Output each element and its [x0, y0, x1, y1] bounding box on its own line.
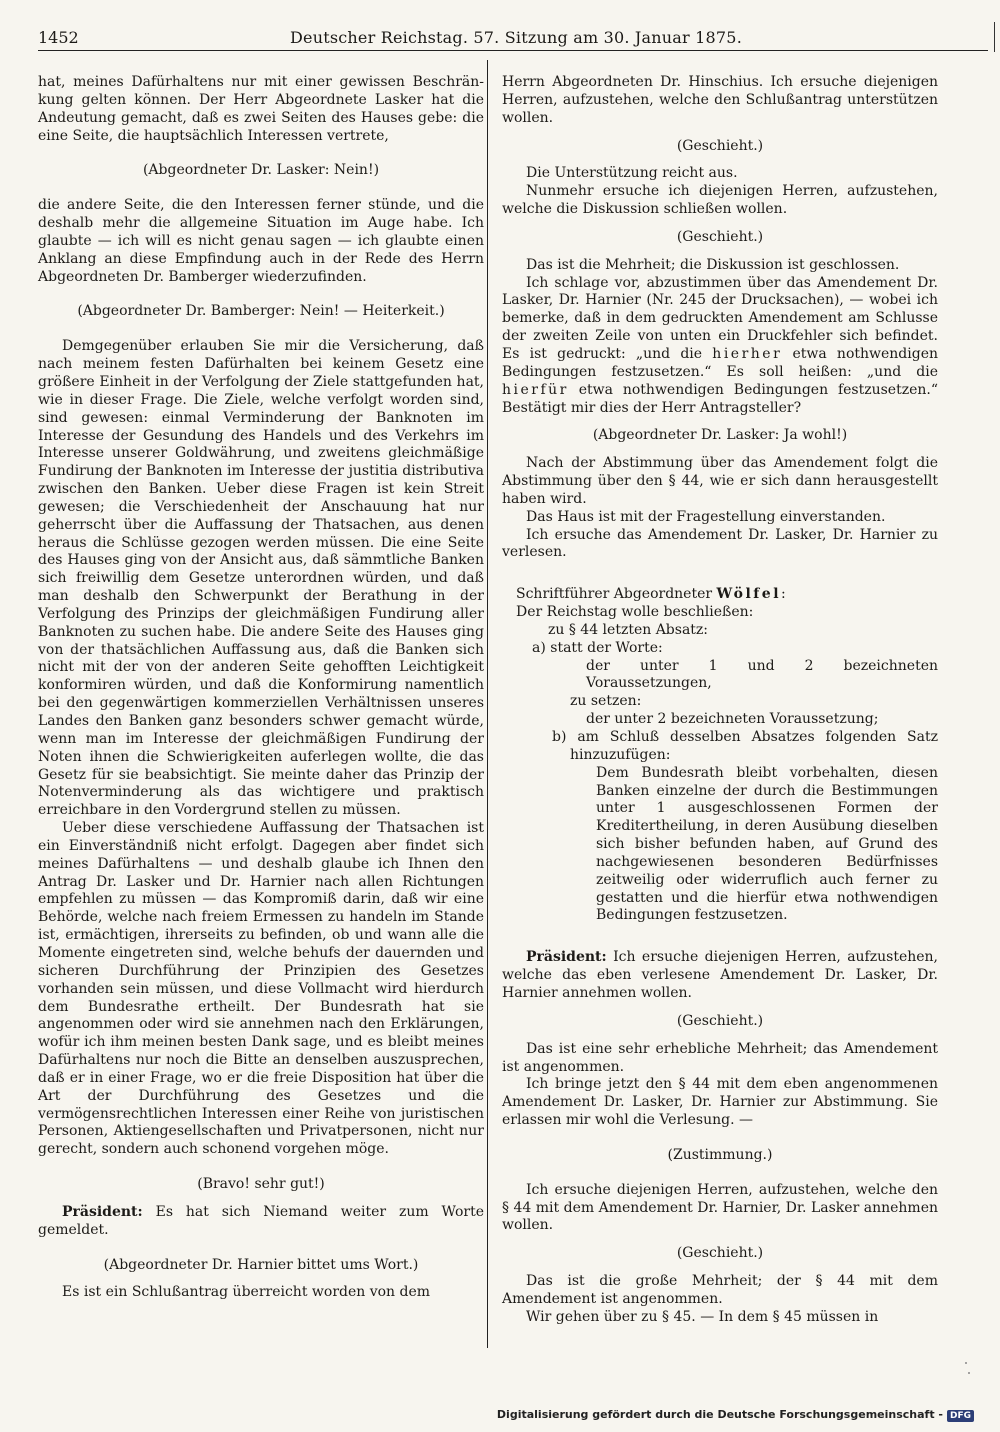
- speaker-title: Schriftführer Abgeordneter: [516, 586, 713, 603]
- paragraph: Herrn Abgeordneten Dr. Hinschius. Ich ersuche diejenigen Herren, aufzustehen, welche den Schlußantrag unterstützen wollen.: [502, 74, 938, 126]
- speech-text: Es hat sich Niemand weiter zum Worte gemeldet.: [38, 1203, 485, 1238]
- footer-text: Digitalisierung gefördert durch die Deutsche Forschungsgemeinschaft -: [496, 1408, 943, 1421]
- paragraph: Die Unterstützung reicht aus.: [526, 165, 738, 182]
- interjection: (Zustimmung.): [667, 1146, 773, 1163]
- paragraph: Ich ersuche das Amendement Dr. Lasker, Dr. Harnier zu verlesen.: [502, 526, 938, 561]
- motion-line: Der Reichstag wolle beschließen:: [516, 604, 754, 621]
- column-divider: [487, 60, 488, 1348]
- paragraph: [502, 275, 938, 418]
- interjection: (Abgeordneter Dr. Harnier bittet ums Wort.): [103, 1256, 419, 1273]
- right-column: [502, 74, 938, 1327]
- page-number: 1452: [38, 28, 79, 47]
- emphasis-word: hierfür: [502, 381, 569, 398]
- digitization-footer: [497, 1408, 974, 1422]
- scan-speck: [968, 1372, 970, 1374]
- paragraph: Nach der Abstimmung über das Amendement folgt die Abstimmung über den § 44, wie er sich dann herausgestellt haben wird.: [502, 455, 938, 507]
- emphasis-word: hierher: [712, 345, 783, 362]
- scan-speck: [965, 1362, 967, 1364]
- paragraph: Nunmehr ersuche ich diejenigen Herren, aufzustehen, welche die Diskussion schließen wollen.: [502, 183, 938, 218]
- paragraph: Das Haus ist mit der Fragestellung einverstanden.: [526, 508, 886, 525]
- left-column: [38, 74, 484, 1302]
- motion-block: [502, 586, 938, 925]
- text-run: Ich schlage vor, abzustimmen über das Amendement Dr. Lasker, Dr. Harnier (Nr. 245 der Drucksachen), — wobei ich bemerke, daß in dem gedruckten Amendement am Schlusse der zweiten Zeile von unten ein Druckfehler sich befindet. Es ist gedruckt: „und die: [502, 274, 938, 362]
- edge-mark: [994, 22, 995, 52]
- paragraph: Es ist ein Schlußantrag überreicht worden von dem: [62, 1284, 431, 1301]
- motion-line: der unter 2 bezeichneten Voraussetzung;: [586, 711, 879, 728]
- interjection: (Abgeordneter Dr. Bamberger: Nein! — Heiterkeit.): [77, 303, 445, 320]
- paragraph: hat, meines Dafürhaltens nur mit einer gewissen Beschrän-kung gelten können. Der Herr Abgeordnete Lasker hat die Andeutung gemacht, daß es zwei Seiten des Hauses gebe: die eine Seite, die hauptsächlich Interessen vertrete,: [38, 74, 484, 144]
- motion-line: a) statt der Worte:: [532, 639, 663, 656]
- dfg-logo: DFG: [947, 1410, 974, 1422]
- running-head: Deutscher Reichstag. 57. Sitzung am 30. Januar 1875.: [290, 28, 742, 47]
- interjection: (Geschieht.): [676, 228, 764, 245]
- motion-line: der unter 1 und 2 bezeichneten Voraussetzungen,: [586, 657, 938, 692]
- text-run: etwa nothwendigen Bedingungen festzusetzen.“ Bestätigt mir dies der Herr Antragsteller?: [502, 381, 938, 416]
- speech-president: [502, 949, 938, 1003]
- interjection: (Geschieht.): [676, 1245, 764, 1262]
- speaker-label: Präsident:: [526, 949, 607, 966]
- motion-line: zu setzen:: [570, 693, 642, 710]
- speaker-name: Wölfel: [716, 586, 782, 603]
- speech-president: [38, 1204, 484, 1240]
- interjection: (Geschieht.): [676, 1012, 764, 1029]
- paragraph: Das ist eine sehr erhebliche Mehrheit; das Amendement ist angenommen.: [502, 1040, 938, 1075]
- paragraph: Ich bringe jetzt den § 44 mit dem eben angenommenen Amendement Dr. Lasker, Dr. Harnier zur Abstimmung. Sie erlassen mir wohl die Verlesung. —: [502, 1076, 938, 1129]
- paragraph: Das ist die große Mehrheit; der § 44 mit dem Amendement ist angenommen.: [502, 1273, 938, 1307]
- paragraph: die andere Seite, die den Interessen ferner stünde, und die deshalb mehr die allgemeine Situation im Auge habe. Ich glaubte — ich will es nicht genau sagen — ich glaubte einen Anklang an diese Empfindung auch in der Rede des Herrn Abgeordneten Dr. Bamberger wiederzufinden.: [38, 197, 484, 285]
- speaker-label: Präsident:: [62, 1203, 143, 1220]
- speech-text: Ich ersuche diejenigen Herren, aufzustehen, welche das eben verlesene Amendement Dr. Lasker, Dr. Harnier annehmen wollen.: [502, 949, 938, 1001]
- interjection: (Abgeordneter Dr. Lasker: Nein!): [142, 162, 380, 179]
- header-rule: [38, 50, 988, 51]
- text-run: etwa nothwendigen Bedingungen festzusetzen.“ Es soll heißen: „und die: [502, 345, 939, 380]
- motion-quote: Dem Bundesrath bleibt vorbehalten, diesen Banken einzelne der durch die Bestimmungen unter 1 ausgeschlossenen Formen der Kreditertheilung, in deren Ausübung dieselben sich bisher befunden haben, auf Grund des nachgewiesenen besonderen Bedürfnisses zeitweilig oder widerruflich auch ferner zu gestatten und die hierfür etwa nothwendigen Bedingungen festzusetzen.: [596, 764, 938, 924]
- paragraph: Demgegenüber erlauben Sie mir die Versicherung, daß nach meinem festen Dafürhalten bei keinem Gesetz eine größere Einheit in der Verfolgung der Ziele stattgefunden hat, wie in dieser Frage. Die Ziele, welche verfolgt worden sind, sind gewesen: einmal Verminderung der Banknoten im Interesse der Gesundung des Handels und des Verkehrs im Interesse unserer Goldwährung, und zweitens gleichmäßige Fundirung der Banknoten im Interesse der justitia distributiva zwischen den Banken. Ueber diese Fragen ist kein Streit gewesen; die Verschiedenheit der Anschauung hat nur geherrscht über die Auffassung der Thatsachen, aus denen heraus die Schlüsse gezogen werden müssen. Die eine Seite des Hauses ging von der Ansicht aus, daß sämmtliche Banken sich freiwillig dem Gesetze unterordnen würden, und daß man deshalb den Schwerpunkt der Berathung in der Verfolgung des Prinzips der gleichmäßigen Fundirung aller Banknoten zu suchen habe. Die andere Seite des Hauses ging von der thatsächlichen Auffassung aus, daß die Banken sich nicht mit der von der anderen Seite gehofften Leichtigkeit konformiren würden, und daß die Konformirung namentlich bei den gegenwärtigen kommerziellen Verhältnissen unseres Landes den Banken ganz besonders schwer gemacht würde, wenn man im Interesse der gleichmäßigen Fundirung der Noten ihnen die Schwierigkeiten auferlegen wollte, die das Gesetz für sie beabsichtigt. Sie meinte daher das Prinzip der Notenverminderung als das wichtigere und praktisch erreichbare in den Vordergrund stellen zu müssen.: [38, 338, 484, 819]
- motion-line: b) am Schluß desselben Absatzes folgenden Satz hinzuzufügen:: [552, 729, 938, 763]
- paragraph: Ich ersuche diejenigen Herren, aufzustehen, welche den § 44 mit dem Amendement Dr. Harnier, Dr. Lasker annehmen wollen.: [502, 1181, 938, 1234]
- motion-speaker: Schriftführer Abgeordneter Wölfel:: [516, 586, 786, 603]
- paragraph: Ueber diese verschiedene Auffassung der Thatsachen ist ein Einverständniß nicht erfolgt. Dagegen aber findet sich meines Dafürhaltens — und deshalb glaube ich Ihnen den Antrag Dr. Lasker und Dr. Harnier nach allen Richtungen empfehlen zu müssen — das Kompromiß darin, daß wir eine Behörde, welche nach freiem Ermessen zu handeln im Stande ist, ermächtigen, ihrerseits zu befinden, ob und wann alle die Momente eingetreten sind, welche behufs der dauernden und sicheren Durchführung der Prinzipien des Gesetzes vorhanden sein müssen, und diese Vollmacht wird hierdurch dem Bundesrathe ertheilt. Der Bundesrath hat sie angenommen oder wird sie annehmen nach den Erklärungen, wofür ich ihm meinen besten Dank sage, und es bleibt meines Dafürhaltens nur noch die Bitte an denselben auszusprechen, daß er in einer Frage, wo er die freie Disposition hat über die Art der Durchführung des Gesetzes und die vermögensrechtlichen Interessen einer Reihe von juristischen Personen, Aktiengesellschaften und Privatpersonen, nicht nur gerecht, sondern auch schonend vorgehen möge.: [38, 820, 484, 1158]
- interjection: (Bravo! sehr gut!): [197, 1176, 325, 1193]
- interjection: (Abgeordneter Dr. Lasker: Ja wohl!): [592, 427, 848, 444]
- paragraph: Das ist die Mehrheit; die Diskussion ist geschlossen.: [526, 256, 900, 273]
- motion-line: zu § 44 letzten Absatz:: [548, 621, 709, 638]
- interjection: (Geschieht.): [676, 137, 764, 154]
- paragraph: Wir gehen über zu § 45. — In dem § 45 müssen in: [526, 1308, 879, 1325]
